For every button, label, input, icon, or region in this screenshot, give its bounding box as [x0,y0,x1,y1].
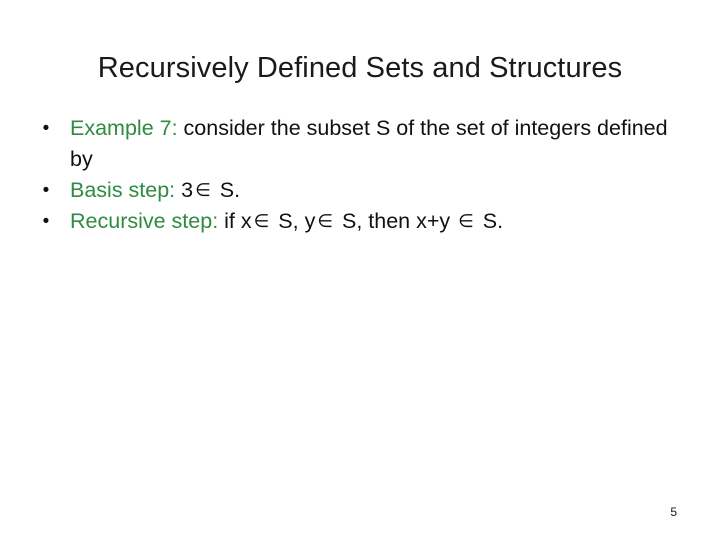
bullet-icon: • [42,180,50,201]
bullet-icon: • [42,211,50,232]
element-of-symbol: ∈ [317,211,334,232]
bullet-basis-pre: 3 [175,178,194,202]
bullet-recursive-part4: S. [476,209,504,233]
bullet-basis-label: Basis step: [70,178,176,202]
bullet-recursive-part3: S, then x+y [336,209,457,233]
element-of-symbol: ∈ [195,180,211,201]
bullet-recursive-part1: if x [218,209,252,233]
bullet-icon: • [42,118,50,139]
element-of-symbol: ∈ [458,211,474,232]
bullet-example-text: consider the subset S of the set of integers defined by [70,116,668,171]
bullet-basis-step [36,175,696,206]
bullet-example-label: Example 7: [70,116,178,140]
bullet-basis-post: S. [213,178,241,202]
bullet-list [36,113,696,237]
element-of-symbol: ∈ [253,211,270,232]
bullet-recursive-label: Recursive step: [70,209,219,233]
bullet-recursive-step [36,206,696,237]
bullet-example [36,113,696,175]
slide-title: Recursively Defined Sets and Structures [97,52,623,84]
bullet-recursive-part2: S, y [272,209,316,233]
page-number: 5 [670,505,677,519]
